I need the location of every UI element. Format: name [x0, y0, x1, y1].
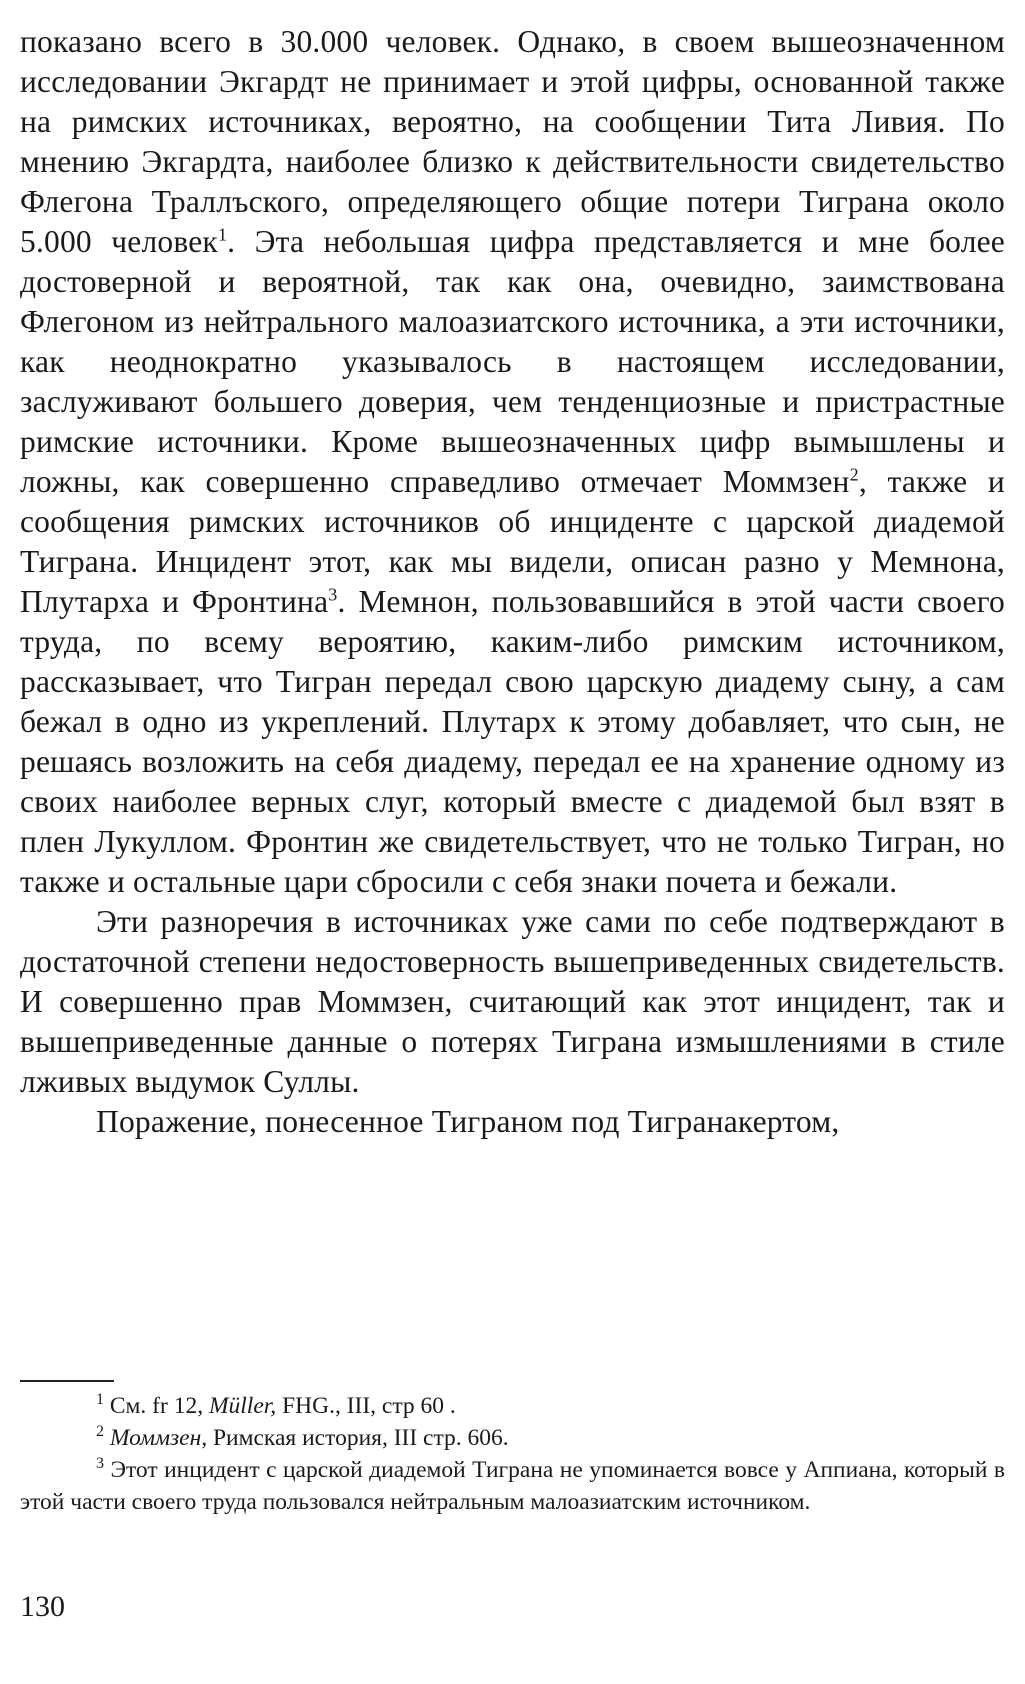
paragraph-2: Эти разноречия в источниках уже сами по себе подтверждают в достаточной степени недостоверность вышеприведенных свидетельств. И совершенно прав Моммзен, считающий как этот инцидент, так и вышеприведенные данные о потерях Тиграна измышлениями в стиле лживых выдумок Суллы.: [20, 904, 1005, 1099]
page-number: 130: [20, 1590, 65, 1623]
footnote-divider: [20, 1380, 114, 1382]
page-body: [20, 22, 1005, 1142]
footnote-2-text-after: Римская история, III стр. 606.: [207, 1425, 509, 1451]
paragraph-1-part-3: , также и сообщения римских источников об инциденте с царской диадемой Тиграна. Инцидент этот, как мы видели, описан разно у Мемнона, Плутарха и Фронтина: [20, 464, 1005, 619]
footnote-1-mark: 1: [96, 1391, 104, 1409]
footnote-3-text-before: Этот инцидент с царской диадемой Тиграна не упоминается вовсе у Аппиана, который в этой части своего труда пользовался нейтральным малоазиатским источником.: [20, 1457, 1005, 1515]
footnote-1-author: Müller,: [208, 1393, 277, 1419]
footnote-1-text-after: FHG., III, стр 60 .: [276, 1393, 456, 1419]
footnote-3-mark: 3: [96, 1455, 104, 1473]
footnote-ref-3: 3: [328, 584, 338, 605]
paragraph-1-part-1: показано всего в 30.000 человек. Однако, в своем вышеозначенном исследовании Экгардт не принимает и этой цифры, основанной также на римских источниках, вероятно, на сообщении Тита Ливия. По мнению Экгардта, наиболее близко к действительности свидетельство Флегона Траллъского, определяющего общие потери Тиграна около 5.000 человек: [20, 24, 1005, 259]
footnote-ref-2: 2: [849, 464, 859, 485]
paragraph-1-part-2: . Эта небольшая цифра представляется и мне более достоверной и вероятной, так как она, очевидно, заимствована Флегоном из нейтрального малоазиатского источника, а эти источники, как неоднократно указывалось в настоящем исследовании, заслуживают большего доверия, чем тенденциозные и пристрастные римские источники. Кроме вышеозначенных цифр вымышлены и ложны, как совершенно справедливо отмечает Моммзен: [20, 224, 1005, 499]
footnote-ref-1: 1: [217, 224, 228, 245]
paragraph-1: [20, 22, 1005, 902]
footnotes: [20, 1390, 1005, 1518]
footnote-2-mark: 2: [96, 1423, 104, 1441]
footnote-3: [20, 1454, 1005, 1518]
paragraph-3: Поражение, понесенное Тиграном под Тигранакертом,: [96, 1104, 840, 1139]
main-text: [20, 22, 1005, 1142]
paragraph-1-part-4: . Мемнон, пользовавшийся в этой части своего труда, по всему вероятию, каким-либо римским источником, рассказывает, что Тигран передал свою царскую диадему сыну, а сам бежал в одно из укреплений. Плутарх к этому добавляет, что сын, не решаясь возложить на себя диадему, передал ее на хранение одному из своих наиболее верных слуг, который вместе с диадемой был взят в плен Лукуллом. Фронтин же свидетельствует, что не только Тигран, но также и остальные цари сбросили с себя знаки почета и бежали.: [20, 584, 1006, 899]
footnote-2: [20, 1422, 1005, 1454]
footnote-1-text-before: См. fr 12,: [104, 1393, 209, 1419]
footnote-2-author: Моммзен,: [109, 1425, 208, 1451]
footnote-1: [20, 1390, 1005, 1422]
